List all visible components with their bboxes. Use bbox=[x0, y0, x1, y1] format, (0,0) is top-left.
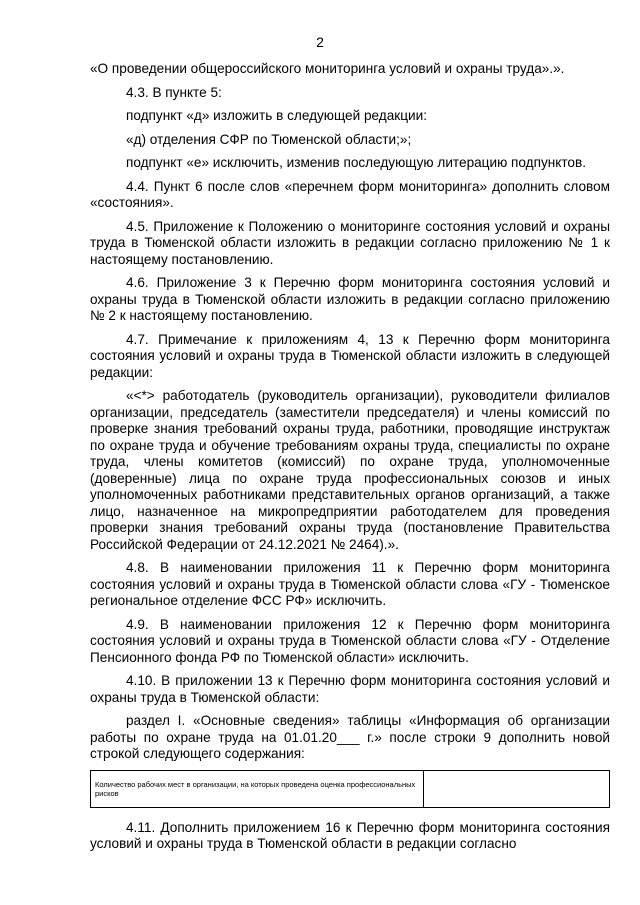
paragraph: 4.7. Примечание к приложениям 4, 13 к Перечню форм мониторинга состояния условий и охраны труда в Тюменской области изложить в следующей редакции: bbox=[90, 331, 610, 380]
paragraph: 4.10. В приложении 13 к Перечню форм мониторинга состояния условий и охраны труда в Тюменской области: bbox=[90, 673, 610, 705]
paragraph: 4.6. Приложение 3 к Перечню форм мониторинга состояния условий и охраны труда в Тюменской области изложить в редакции согласно приложению № 2 к настоящему постановлению. bbox=[90, 275, 610, 323]
paragraph: 4.4. Пункт 6 после слов «перечнем форм мониторинга» дополнить словом «состояния». bbox=[90, 178, 610, 210]
paragraph: подпункт «е» исключить, изменив последующую литерацию подпунктов. bbox=[126, 155, 586, 170]
document-body bbox=[90, 61, 610, 860]
new-row-table bbox=[90, 770, 610, 808]
paragraph: подпункт «д» изложить в следующей редакции: bbox=[126, 108, 427, 123]
paragraph: раздел I. «Основные сведения» таблицы «Информация об организации работы по охране труда на 01.01.20___ г.» после строки 9 дополнить новой строкой следующего содержания: bbox=[90, 713, 610, 761]
paragraph: 4.11. Дополнить приложением 16 к Перечню форм мониторинга состояния условий и охраны труда в Тюменской области в редакции согласно bbox=[90, 819, 610, 851]
paragraph: «д) отделения СФР по Тюменской области;»; bbox=[126, 131, 412, 147]
table-cell-label: Количество рабочих мест в организации, на которых проведена оценка профессиональных рисков bbox=[91, 770, 424, 807]
paragraph: 4.8. В наименовании приложения 11 к Перечню форм мониторинга состояния условий и охраны труда в Тюменской области слова «ГУ - Тюменское региональное отделение ФСС РФ» исключить. bbox=[90, 560, 610, 608]
paragraph: 4.5. Приложение к Положению о мониторинге состояния условий и охраны труда в Тюменской области изложить в редакции согласно приложению № 1 к настоящему постановлению. bbox=[90, 218, 610, 267]
paragraph: 4.3. В пункте 5: bbox=[126, 84, 222, 100]
paragraph: «<*> работодатель (руководитель организации), руководители филиалов организации, председатель (заместители председателя) и члены комиссий по проверке знания требований охраны труда, работники, проводящие инструктаж по охране труда и обучение требованиям охраны труда, специалисты по охране труда, члены комитетов (комиссий) по охране труда, уполномоченные (доверенные) лица по охране труда профессиональных союзов и иных уполномоченных работниками представительных органов организаций, а также лицо, назначенное на микропредприятии работодателем для проведения проверки знания требований охраны труда (постановление Правительства Российской Федерации от 24.12.2021 № 2464).». bbox=[90, 388, 610, 552]
table-cell-value bbox=[424, 770, 610, 807]
paragraph: 4.9. В наименовании приложения 12 к Перечню форм мониторинга состояния условий и охраны труда в Тюменской области слова «ГУ - Отделение Пенсионного фонда РФ по Тюменской области» исключить. bbox=[90, 616, 610, 665]
page-number: 2 bbox=[316, 34, 324, 50]
table-row bbox=[91, 770, 610, 807]
paragraph: «О проведении общероссийского мониторинга условий и охраны труда».». bbox=[90, 61, 565, 76]
